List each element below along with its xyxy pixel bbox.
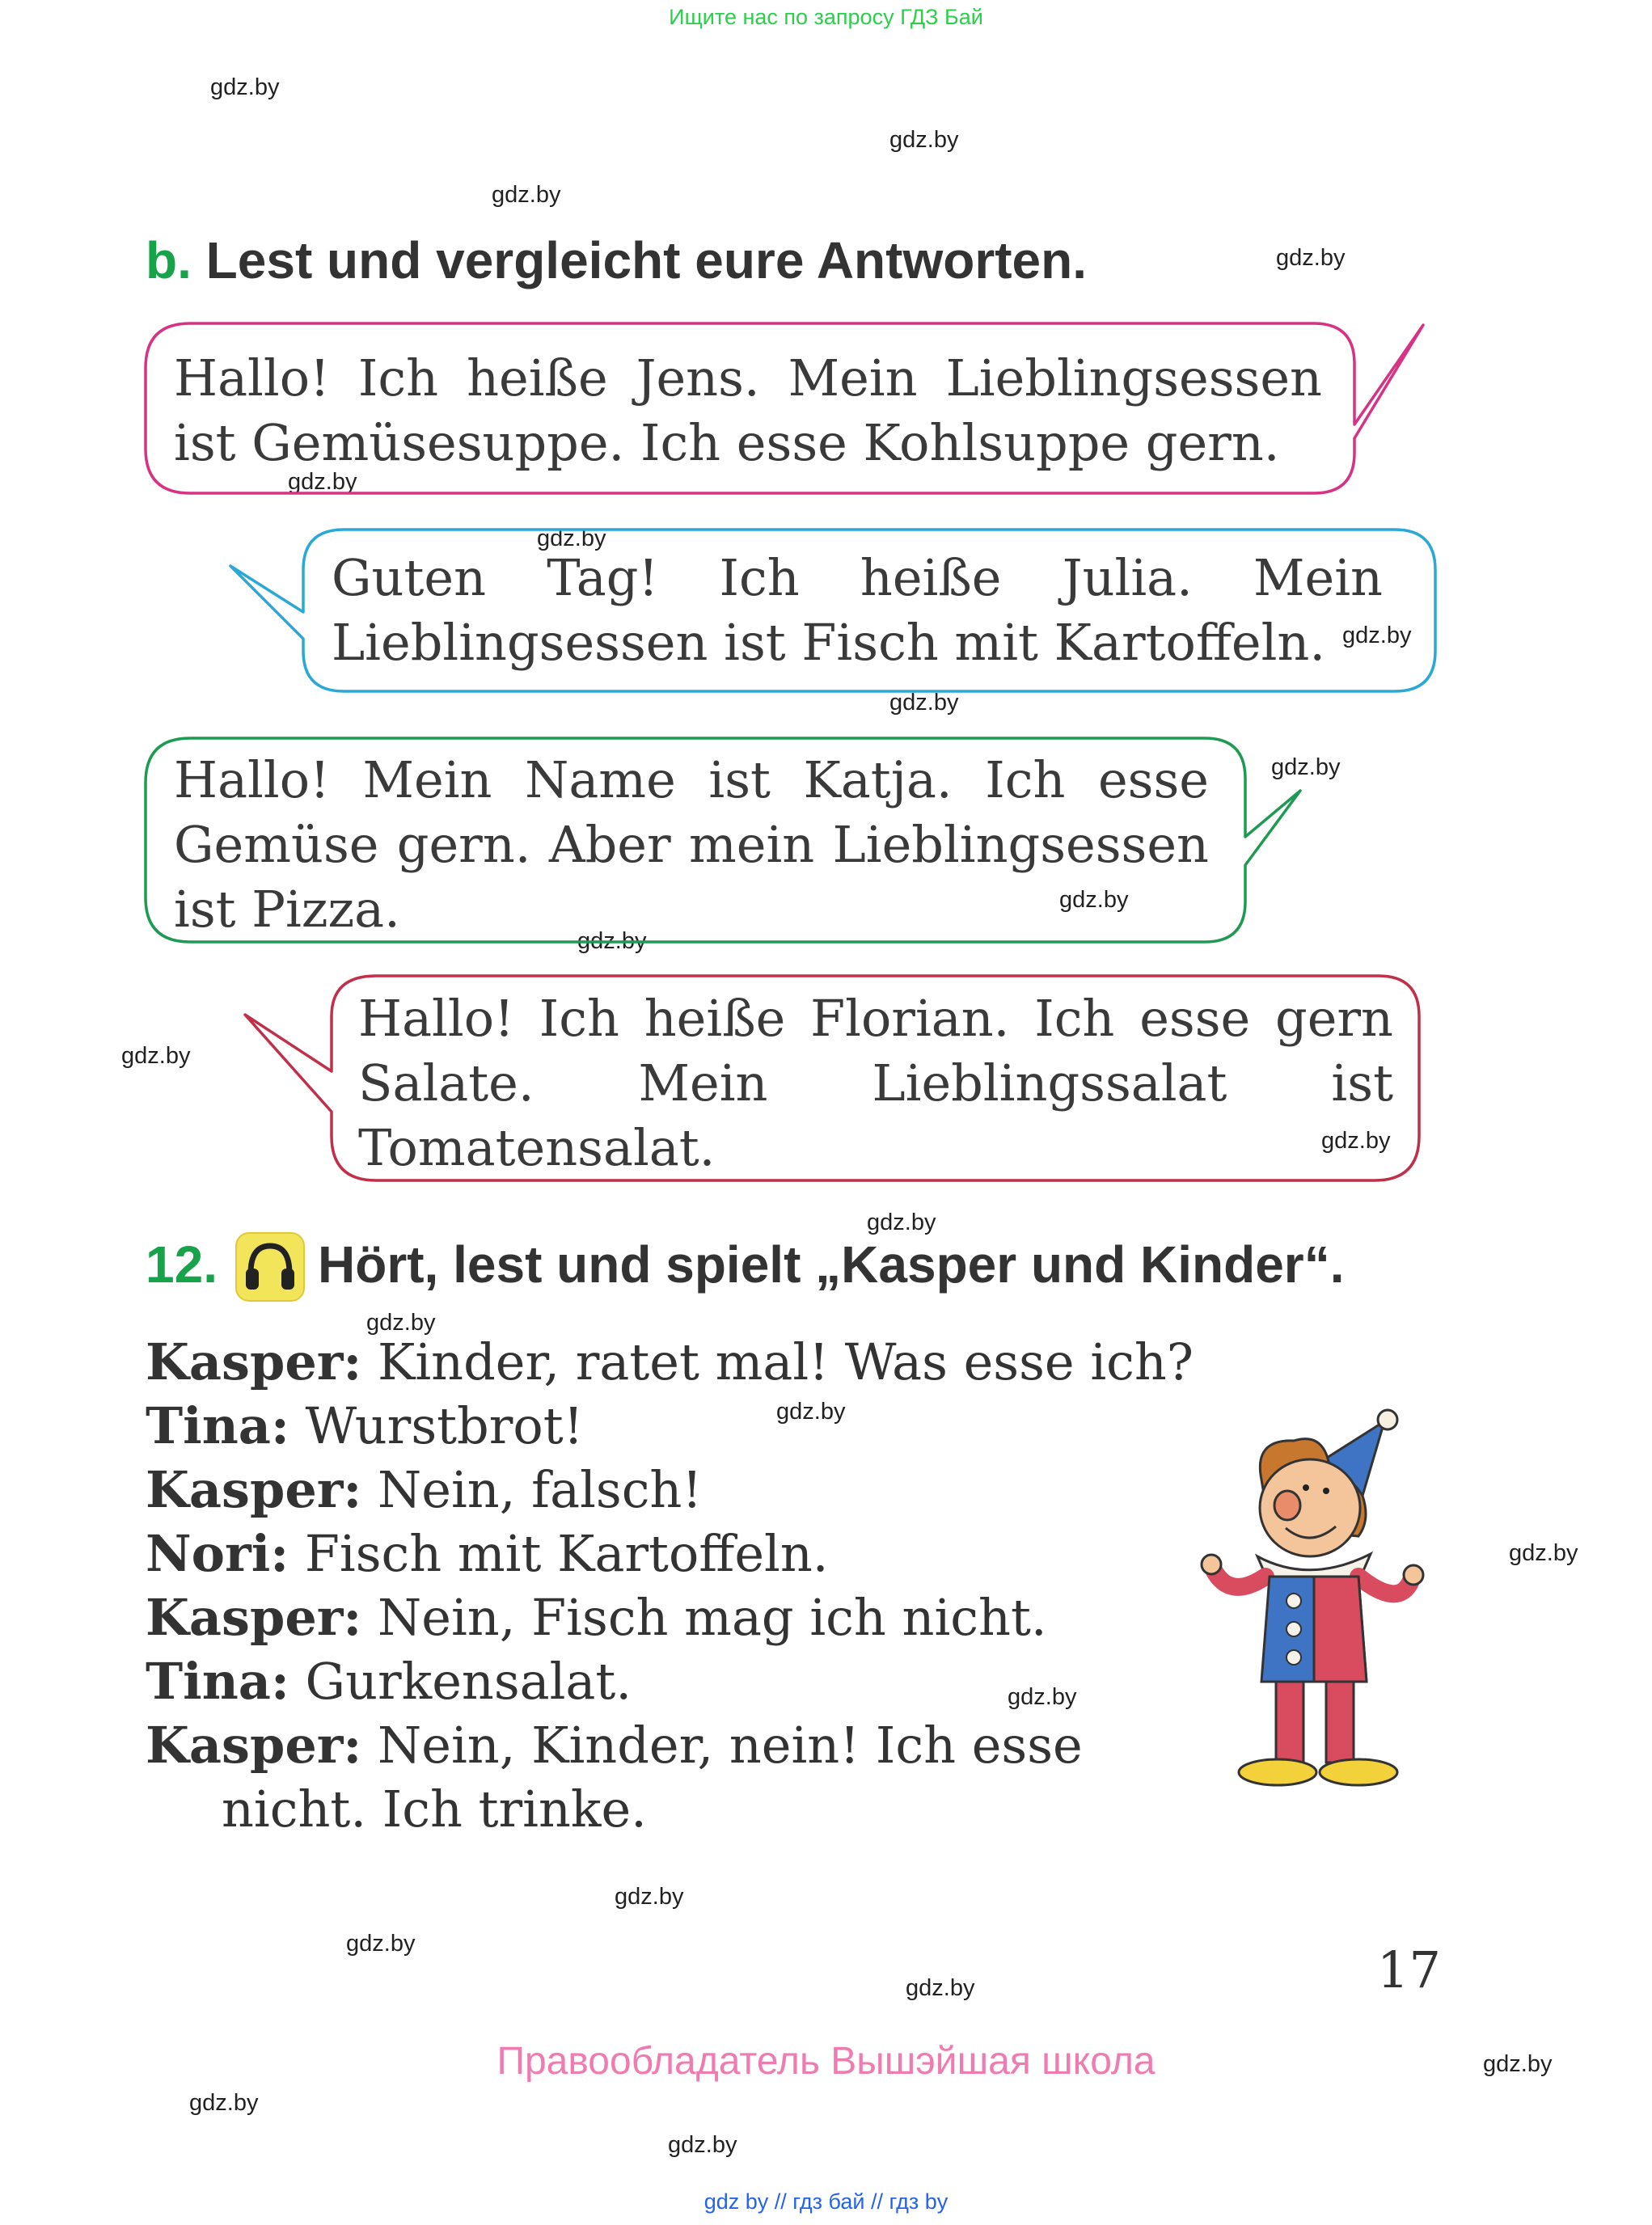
page-number: 17 — [1377, 1940, 1441, 1999]
speaker: Tina: — [146, 1652, 289, 1711]
top-banner: Ищите нас по запросу ГДЗ Бай — [669, 5, 983, 29]
watermark: gdz.by — [366, 1310, 436, 1336]
watermark: gdz.by — [867, 1210, 936, 1235]
dialog-continuation: nicht. Ich trinke. — [222, 1780, 647, 1839]
dialog-text: Nein, Kinder, nein! Ich esse — [361, 1716, 1083, 1775]
watermark: gdz.by — [1509, 1540, 1578, 1566]
section-letter: b. — [146, 231, 192, 289]
dialog-text: Gurkensalat. — [289, 1652, 632, 1711]
exercise-12-heading — [146, 1235, 218, 1294]
dialog-line — [146, 1649, 1194, 1713]
speaker: Nori: — [146, 1524, 289, 1583]
dialog-text: Nein, falsch! — [361, 1460, 703, 1519]
watermark: gdz.by — [1008, 1684, 1077, 1710]
speaker: Kasper: — [146, 1588, 362, 1647]
watermark: gdz.by — [1483, 2051, 1553, 2077]
watermark: gdz.by — [1271, 754, 1341, 780]
dialog — [146, 1330, 1194, 1841]
section-title: Lest und vergleicht eure Antworten. — [205, 231, 1087, 289]
exercise-number: 12. — [146, 1235, 218, 1294]
watermark: gdz.by — [577, 928, 647, 954]
watermark: gdz.by — [615, 1884, 684, 1910]
watermark: gdz.by — [668, 2132, 737, 2158]
watermark: gdz.by — [210, 74, 280, 100]
speaker: Kasper: — [146, 1460, 362, 1519]
rights-holder: Правообладатель Вышэйшая школа — [496, 2040, 1156, 2083]
bubble-katja-text: Hallo! Mein Name ist Katja. Ich esse Gemüse gern. Aber mein Lieblingsessen ist Pizza. — [174, 750, 1209, 939]
bubble-jens-text: Hallo! Ich heiße Jens. Mein Lieblingsessen ist Gemüsesuppe. Ich esse Kohlsuppe gern. — [174, 348, 1322, 472]
watermark: gdz.by — [346, 1931, 416, 1957]
dialog-line — [146, 1394, 1194, 1458]
watermark: gdz.by — [1321, 1128, 1391, 1154]
watermark: gdz.by — [889, 690, 959, 716]
dialog-text: Fisch mit Kartoffeln. — [289, 1524, 829, 1583]
dialog-text: Nein, Fisch mag ich nicht. — [361, 1588, 1047, 1647]
dialog-text: Kinder, ratet mal! Was esse ich? — [361, 1332, 1194, 1391]
speaker: Kasper: — [146, 1716, 362, 1775]
watermark: gdz.by — [776, 1399, 846, 1425]
dialog-line — [146, 1458, 1194, 1522]
dialog-line — [146, 1585, 1194, 1649]
watermark: gdz.by — [1059, 887, 1129, 913]
watermark: gdz.by — [906, 1975, 975, 2001]
watermark: gdz.by — [288, 469, 357, 495]
watermark: gdz.by — [889, 127, 959, 153]
speaker: Tina: — [146, 1396, 289, 1455]
watermark: gdz.by — [537, 526, 606, 551]
bubble-florian-text: Hallo! Ich heiße Florian. Ich esse gern Salate. Mein Lieblingssalat ist Tomatensalat. — [358, 989, 1393, 1177]
watermark: gdz.by — [492, 182, 561, 208]
exercise-title: Hört, lest und spielt „Kasper und Kinder“. — [318, 1235, 1345, 1294]
speaker: Kasper: — [146, 1332, 362, 1391]
kasper-clown-illustration — [1197, 1407, 1431, 1795]
headphones-icon — [234, 1231, 306, 1302]
dialog-line — [146, 1330, 1194, 1394]
dialog-line — [146, 1713, 1194, 1777]
bottom-links[interactable]: gdz by // гдз бай // гдз by — [703, 2189, 949, 2214]
dialog-text: Wurstbrot! — [289, 1396, 584, 1455]
watermark: gdz.by — [121, 1043, 191, 1069]
watermark: gdz.by — [1276, 245, 1346, 271]
watermark: gdz.by — [1342, 623, 1412, 648]
bubble-julia-text: Guten Tag! Ich heiße Julia. Mein Lieblingsessen ist Fisch mit Kartoffeln. — [332, 548, 1383, 672]
dialog-line — [146, 1522, 1194, 1585]
watermark: gdz.by — [189, 2090, 259, 2116]
